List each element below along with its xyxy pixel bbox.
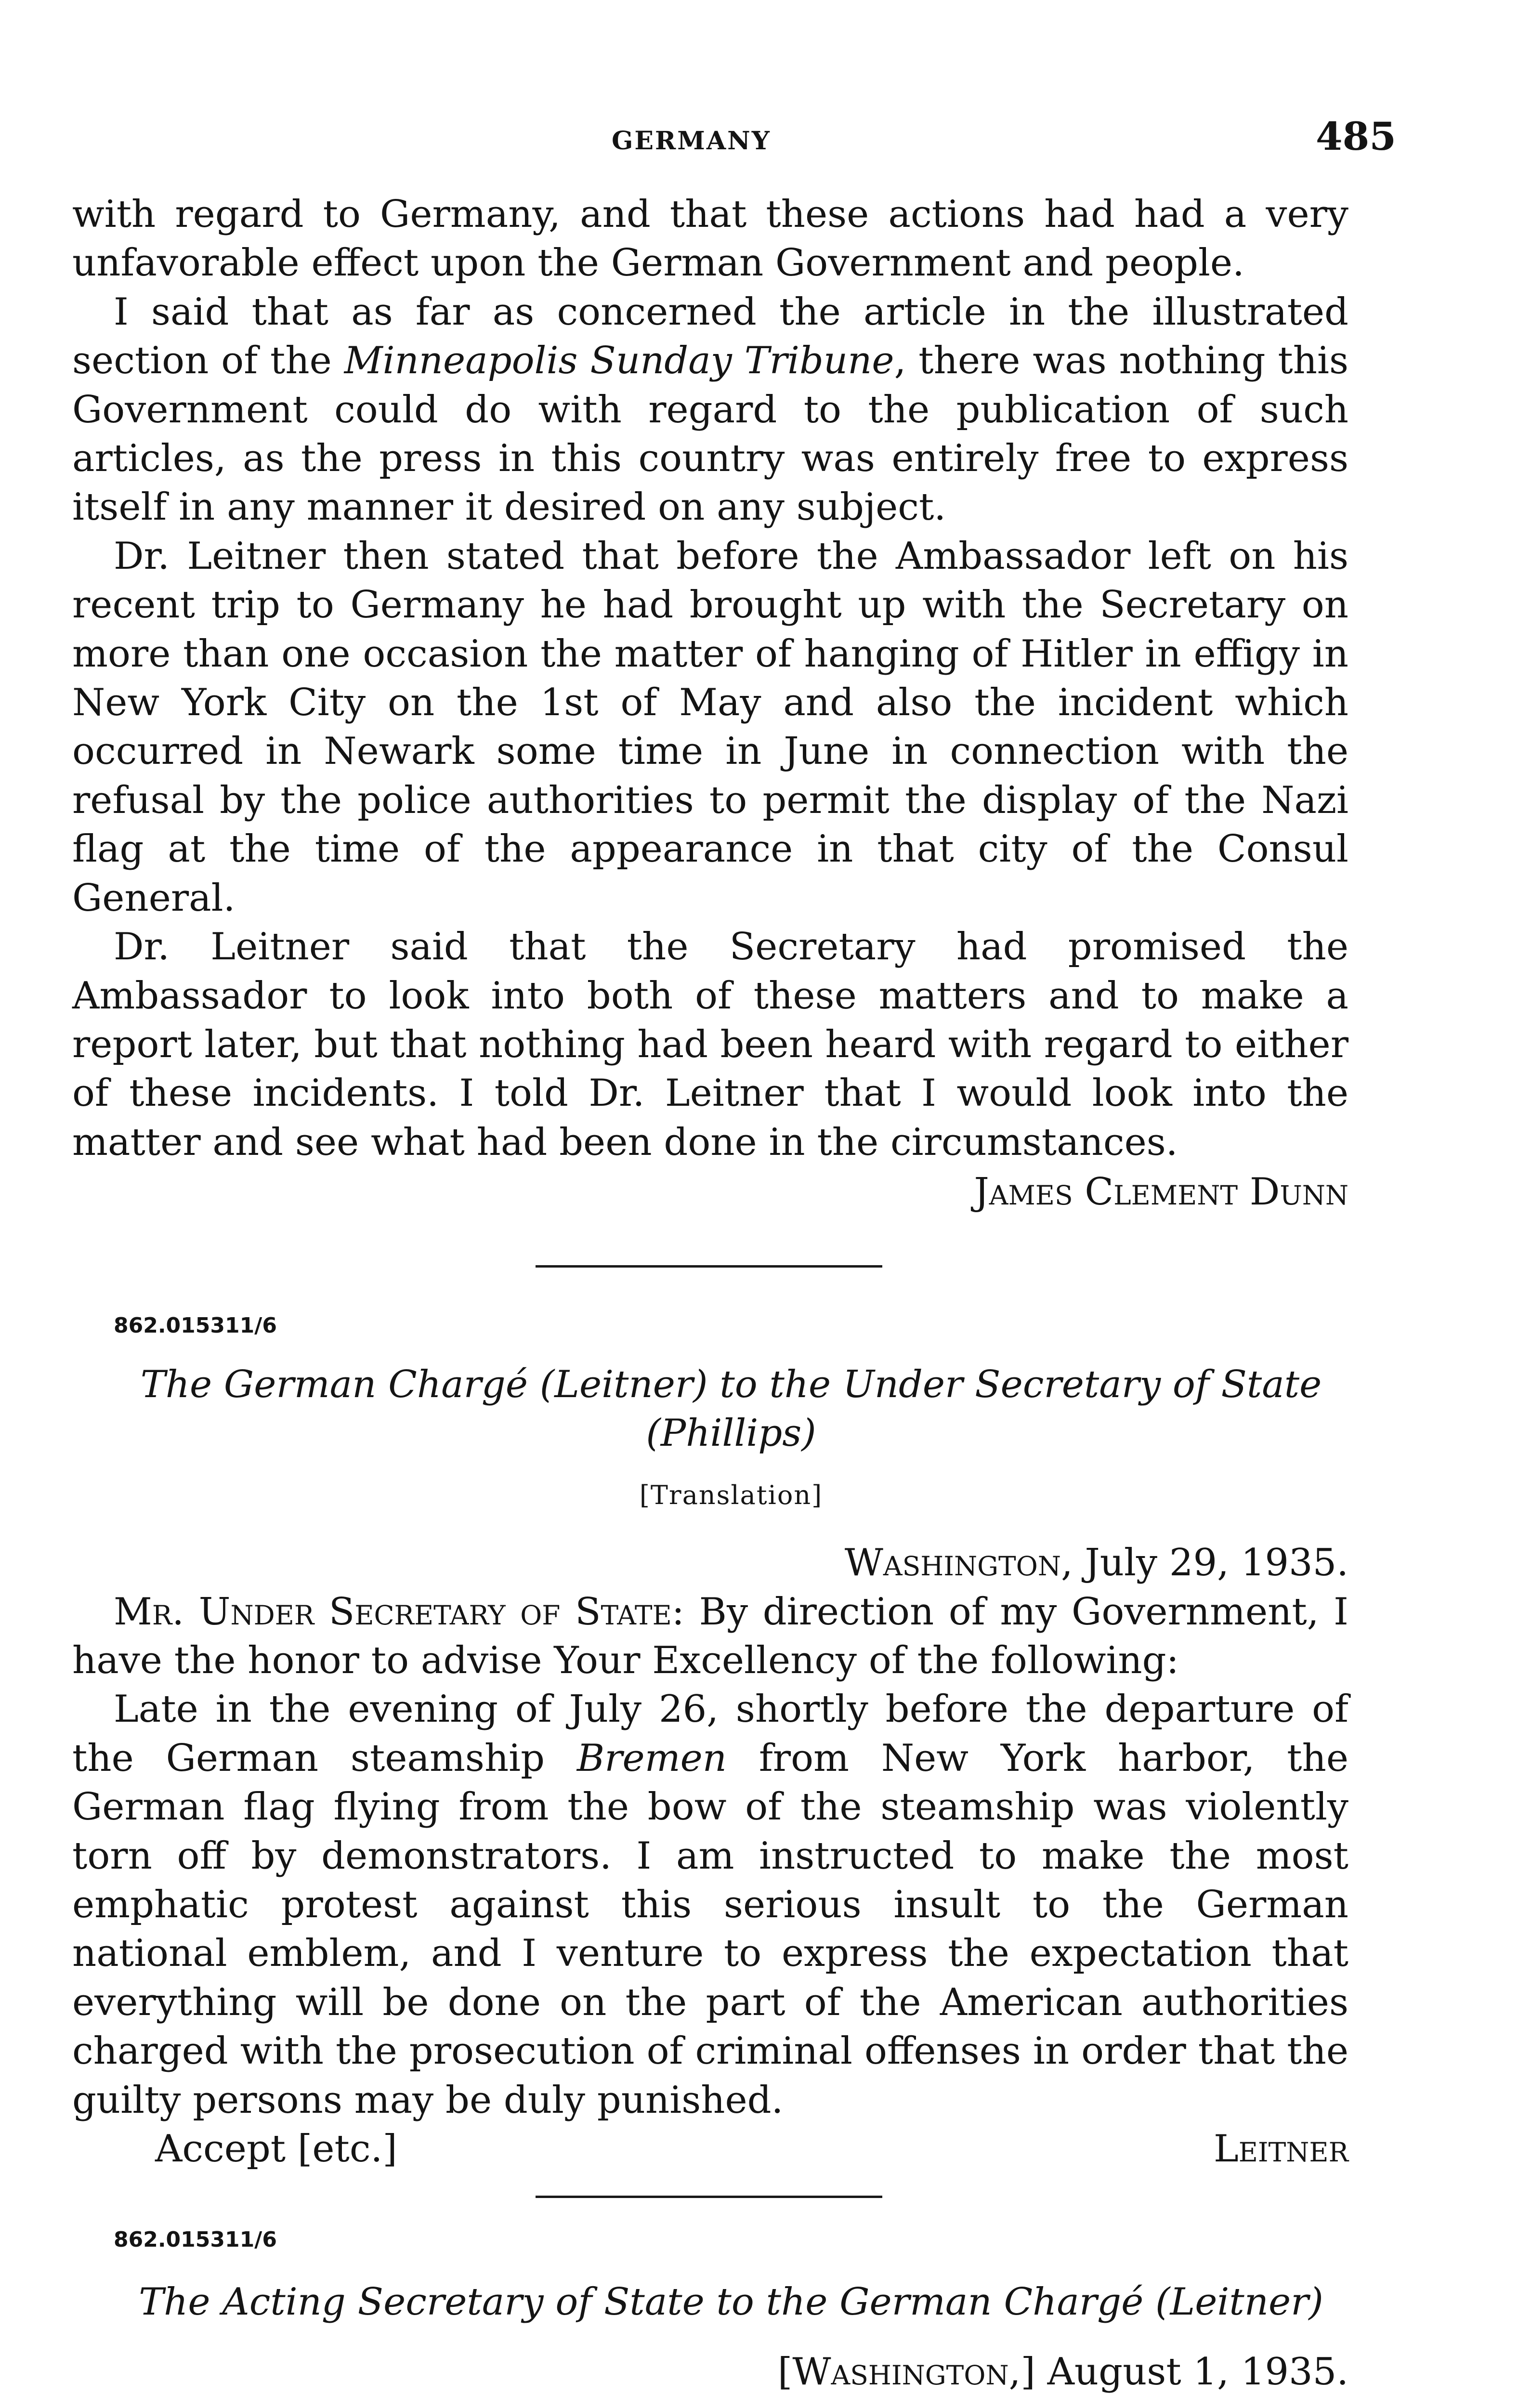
document-title: The German Chargé (Leitner) to the Under Secretary of State bbox=[140, 1362, 1322, 1406]
newspaper-title: Minneapolis Sunday Tribune bbox=[344, 339, 894, 383]
paragraph bbox=[72, 288, 1348, 532]
section-divider bbox=[536, 1265, 882, 1268]
dateline bbox=[72, 2348, 1348, 2396]
paragraph bbox=[72, 1685, 1348, 2125]
running-head: GERMANY bbox=[612, 126, 771, 156]
salutation-paragraph bbox=[72, 1588, 1348, 1686]
closing: Accept [etc.] bbox=[155, 2127, 397, 2171]
paragraph-text: from New York harbor, the German flag flying from the bow of the steamship was violently torn off by demonstrators. I am instructed to make the most emphatic protest against this serious insult to the German national emblem, and I venture to express the expectation that everything will be done on the part of the American authorities charged with the prosecution of criminal offenses in order that the guilty persons may be duly punished. bbox=[72, 1736, 1348, 2122]
paragraph: with regard to Germany, and that these actions had had a very unfavorable effect upon the German Government and people. bbox=[72, 193, 1348, 285]
dateline-place: Washington bbox=[844, 1541, 1061, 1585]
file-number: 862.015311/6 bbox=[114, 2227, 277, 2252]
signature: James Clement Dunn bbox=[974, 1170, 1348, 1214]
dateline-bracket: [ bbox=[777, 2350, 793, 2394]
document-title-continued: (Phillips) bbox=[646, 1412, 816, 1455]
page-body bbox=[72, 190, 1348, 2408]
page-number: 485 bbox=[1316, 114, 1396, 159]
section-divider bbox=[536, 2196, 882, 2198]
dateline bbox=[72, 1539, 1348, 1587]
paragraph-text: I said that as far as concerned the article in the illustrated section of the bbox=[72, 290, 1348, 383]
paragraph-text: : By direction of my Government, I have the honor to advise Your Excellency of the following: bbox=[72, 1590, 1348, 1682]
signature: Leitner bbox=[1213, 2127, 1348, 2171]
paragraph-text: Late in the evening of July 26, shortly before the departure of the German steamship bbox=[72, 1688, 1348, 1780]
salutation: Mr. Under Secretary of State bbox=[114, 1590, 672, 1634]
paragraph-text: , there was nothing this Government could do with regard to the publication of such articles, as the press in this country was entirely free to express itself in any manner it desired on any subject. bbox=[72, 339, 1348, 529]
closing-line bbox=[72, 2125, 1348, 2173]
file-number: 862.015311/6 bbox=[114, 1313, 277, 1338]
ship-name: Bremen bbox=[576, 1736, 727, 1780]
document-title: The Acting Secretary of State to the German Chargé (Leitner) bbox=[139, 2280, 1323, 2324]
paragraph: Dr. Leitner said that the Secretary had promised the Ambassador to look into both of these matters and to make a report later, but that nothing had been heard with regard to either of these incidents. I told Dr. Leitner that I would look into the matter and see what had been done in the circumstances. bbox=[72, 925, 1348, 1164]
paragraph: Dr. Leitner then stated that before the Ambassador left on his recent trip to Germany he had brought up with the Secretary on more than one occasion the matter of hanging of Hitler in effigy in New York City on the 1st of May and also the incident which occurred in Newark some time in June in connection with the refusal by the police authorities to permit the display of the Nazi flag at the time of the appearance in that city of the Consul General. bbox=[72, 534, 1348, 920]
dateline-place: Washington bbox=[792, 2350, 1009, 2394]
translation-note: [Translation] bbox=[639, 1479, 823, 1510]
dateline-date: ,] August 1, 1935. bbox=[1008, 2350, 1348, 2394]
dateline-date: , July 29, 1935. bbox=[1060, 1541, 1348, 1585]
